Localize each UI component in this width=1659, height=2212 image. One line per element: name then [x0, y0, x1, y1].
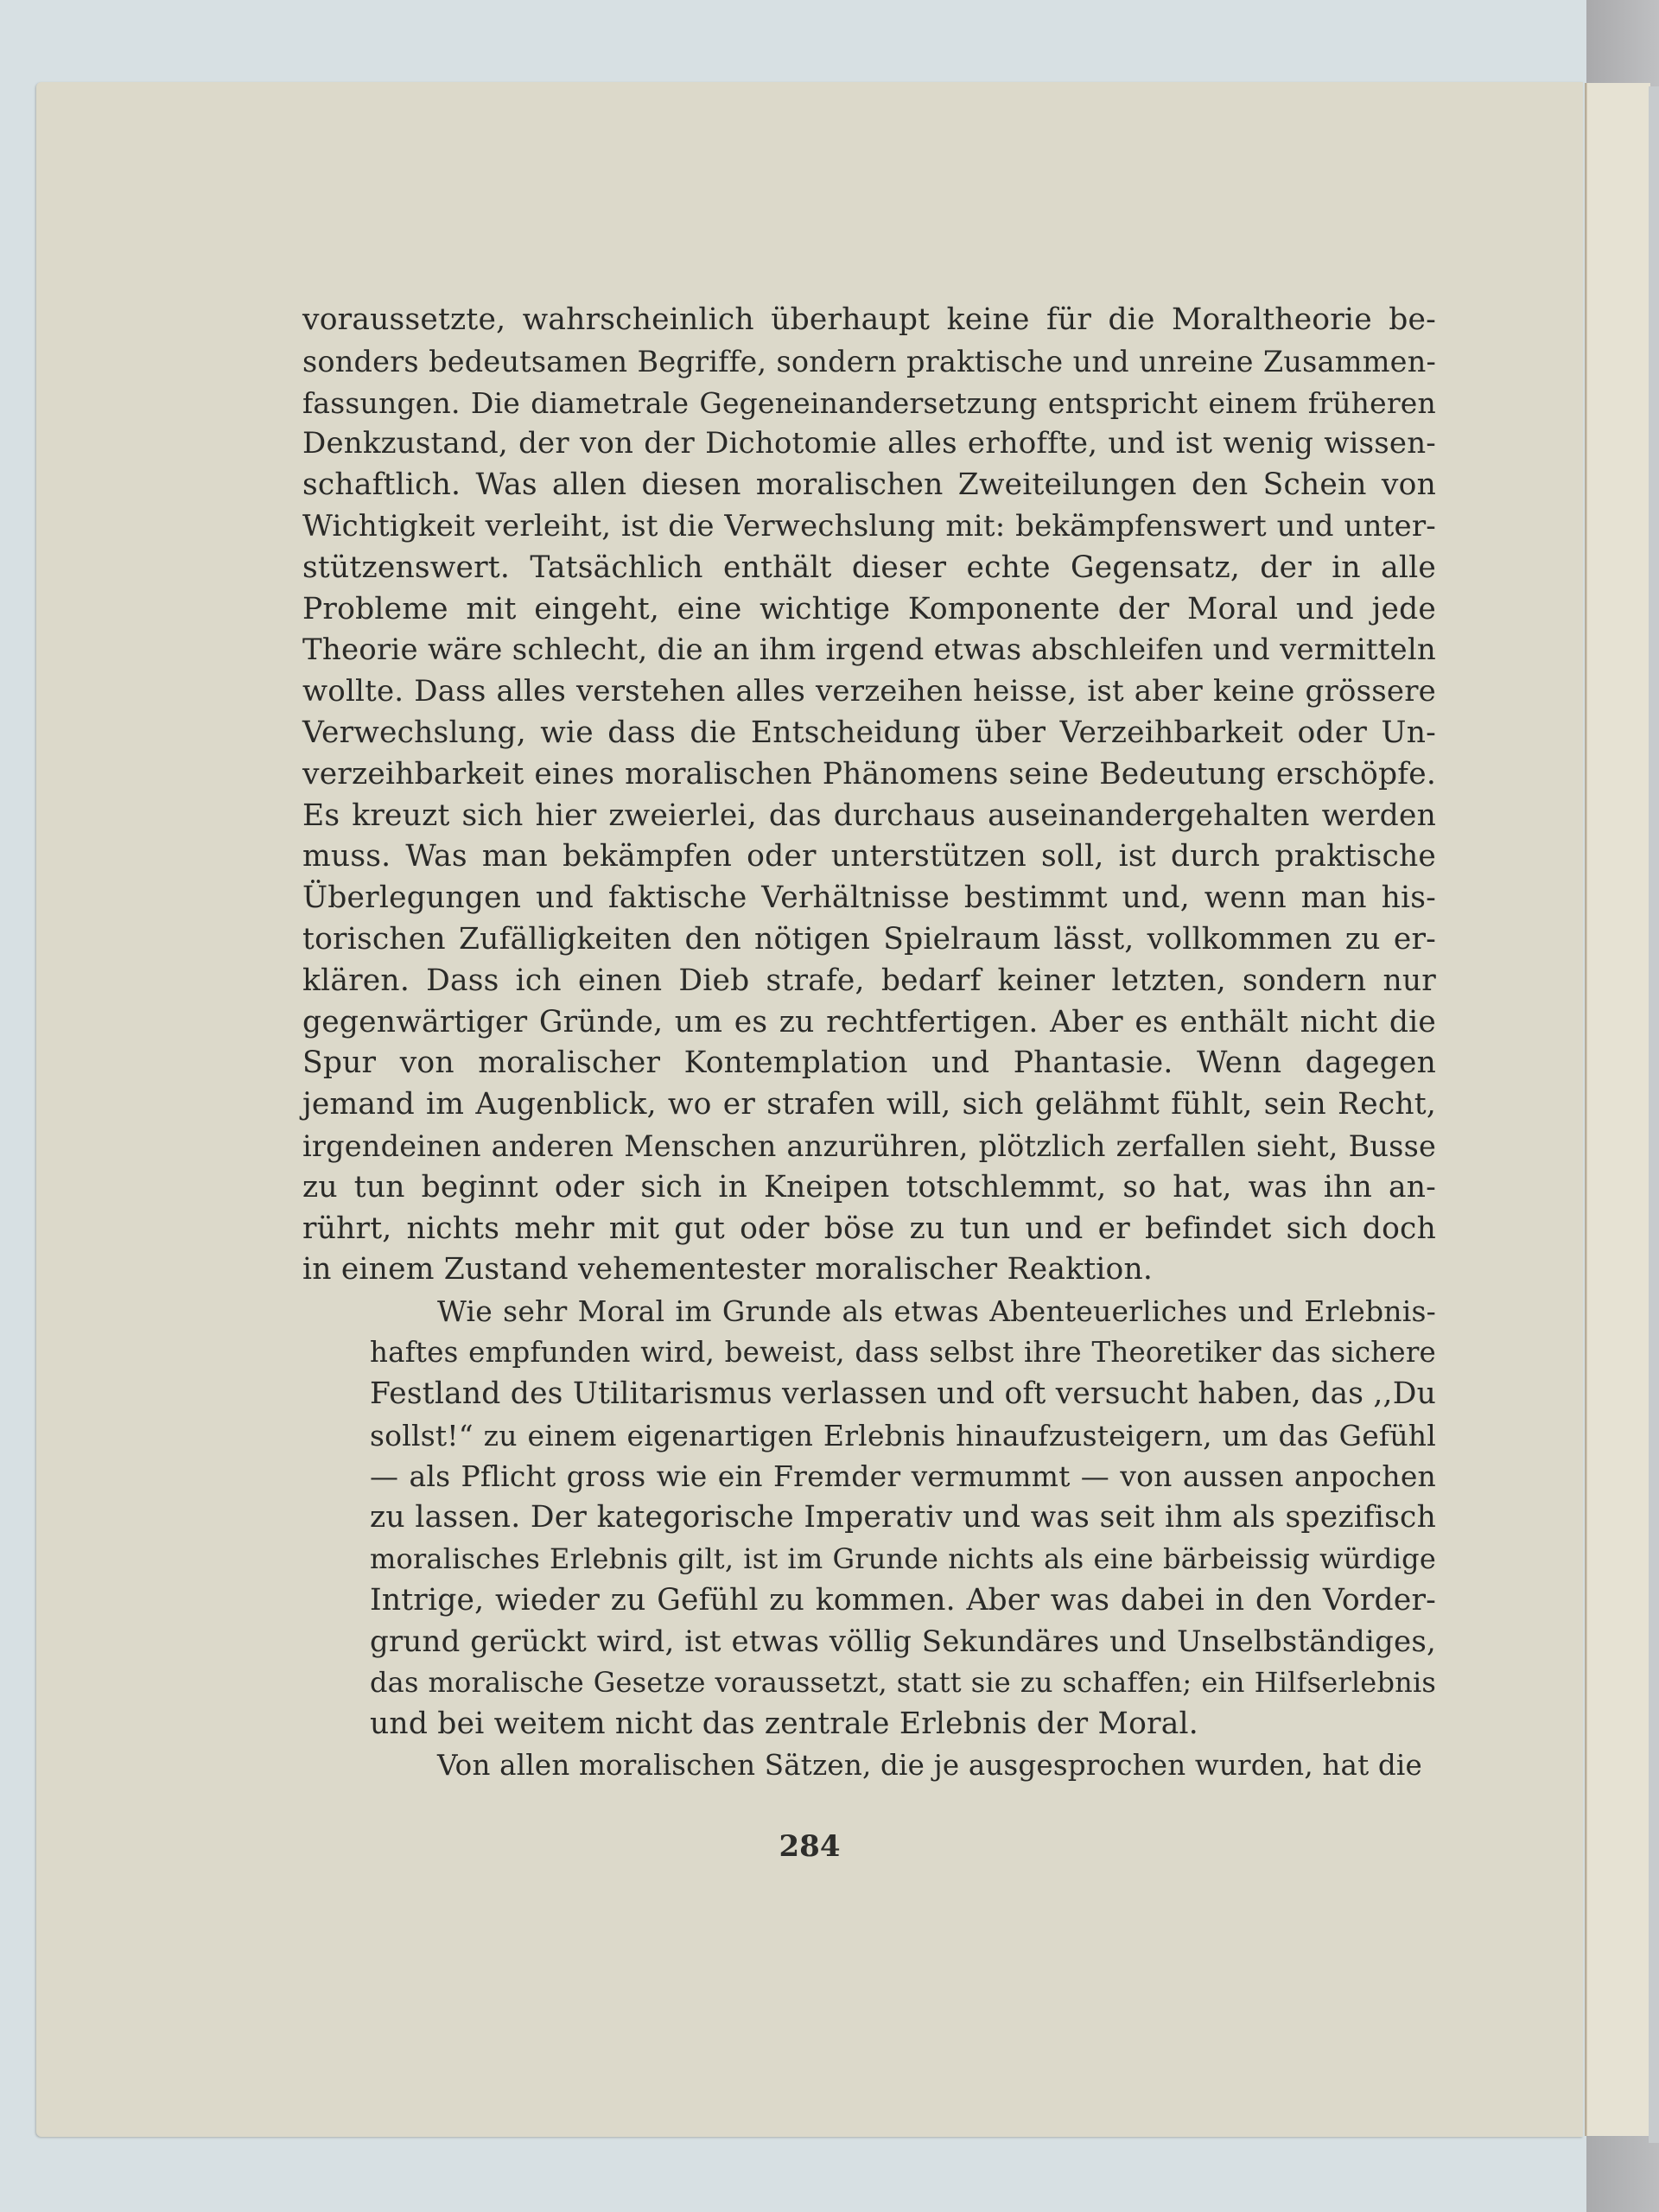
text-line: wollte. Dass alles verstehen alles verzeihen heisse, ist aber keine grössere	[302, 674, 1436, 709]
paragraph	[302, 1745, 1436, 1787]
text-line: — als Pflicht gross wie ein Fremder vermummt — von aussen anpochen	[370, 1459, 1436, 1494]
text-line: das moralische Gesetze voraussetzt, statt sie zu schaffen; ein Hilfserlebnis	[370, 1666, 1436, 1700]
text-line: Überlegungen und faktische Verhältnisse bestimmt und, wenn man his-	[302, 880, 1436, 916]
book-page	[36, 82, 1583, 2137]
text-line: muss. Was man bekämpfen oder unterstützen soll, ist durch praktische	[302, 839, 1436, 874]
body-text	[302, 300, 1436, 1787]
text-line: Verwechslung, wie dass die Entscheidung über Verzeihbarkeit oder Un-	[302, 715, 1436, 750]
text-line: klären. Dass ich einen Dieb strafe, bedarf keiner letzten, sondern nur	[302, 963, 1436, 998]
text-line: zu lassen. Der kategorische Imperativ und was seit ihm als spezifisch	[370, 1500, 1436, 1535]
text-line: Wie sehr Moral im Grunde als etwas Abenteuerliches und Erlebnis-	[437, 1294, 1436, 1329]
text-line: verzeihbarkeit eines moralischen Phänomens seine Bedeutung erschöpfe.	[302, 756, 1436, 791]
text-line: irgendeinen anderen Menschen anzurühren, plötzlich zerfallen sieht, Busse	[302, 1128, 1436, 1163]
text-line: in einem Zustand vehementester moralischer Reaktion.	[302, 1252, 1154, 1287]
text-line: sonders bedeutsamen Begriffe, sondern praktische und unreine Zusammen-	[302, 344, 1436, 378]
text-line: Intrige, wieder zu Gefühl zu kommen. Aber was dabei in den Vorder-	[370, 1582, 1436, 1618]
paragraph	[302, 300, 1436, 1291]
text-line: haftes empfunden wird, beweist, dass selbst ihre Theoretiker das sichere	[370, 1335, 1436, 1369]
text-line: Theorie wäre schlecht, die an ihm irgend etwas abschleifen und vermitteln	[302, 632, 1436, 668]
text-line: torischen Zufälligkeiten den nötigen Spielraum lässt, vollkommen zu er-	[302, 921, 1436, 957]
text-line: Es kreuzt sich hier zweierlei, das durchaus auseinandergehalten werden	[302, 798, 1436, 833]
text-line: stützenswert. Tatsächlich enthält dieser echte Gegensatz, der in alle	[302, 550, 1436, 585]
text-line: gegenwärtiger Gründe, um es zu rechtfertigen. Aber es enthält nicht die	[302, 1004, 1436, 1039]
text-line: Festland des Utilitarismus verlassen und oft versucht haben, das ,,Du	[370, 1376, 1436, 1411]
text-line: zu tun beginnt oder sich in Kneipen totschlemmt, so hat, was ihn an-	[302, 1169, 1436, 1205]
text-line: und bei weitem nicht das zentrale Erlebnis der Moral.	[370, 1707, 1198, 1742]
paragraph	[302, 1291, 1436, 1745]
text-line: jemand im Augenblick, wo er strafen will, sich gelähmt fühlt, sein Recht,	[302, 1087, 1436, 1122]
page-number: 284	[779, 1829, 841, 1864]
text-line: fassungen. Die diametrale Gegeneinandersetzung entspricht einem früheren	[302, 385, 1436, 420]
background-right-strip	[1649, 86, 1659, 2143]
text-line: voraussetzte, wahrscheinlich überhaupt keine für die Moraltheorie be-	[302, 302, 1436, 337]
background-right-bottom	[1586, 2134, 1659, 2212]
text-line: Spur von moralischer Kontemplation und Phantasie. Wenn dagegen	[302, 1046, 1436, 1081]
text-line: sollst!“ zu einem eigenartigen Erlebnis hinaufzusteigern, um das Gefühl	[370, 1418, 1436, 1452]
text-line: moralisches Erlebnis gilt, ist im Grunde nichts als eine bärbeissig würdige	[370, 1541, 1436, 1575]
text-line: Wichtigkeit verleiht, ist die Verwechslung mit: bekämpfenswert und unter-	[302, 508, 1436, 543]
background-right-top	[1586, 0, 1659, 86]
text-line: Probleme mit eingeht, eine wichtige Komponente der Moral und jede	[302, 591, 1436, 626]
text-line: Von allen moralischen Sätzen, die je ausgesprochen wurden, hat die	[437, 1748, 1422, 1782]
text-line: rührt, nichts mehr mit gut oder böse zu tun und er befindet sich doch	[302, 1211, 1436, 1246]
text-line: schaftlich. Was allen diesen moralischen Zweiteilungen den Schein von	[302, 467, 1436, 503]
text-line: Denkzustand, der von der Dichotomie alles erhoffte, und ist wenig wissen-	[302, 426, 1436, 461]
adjacent-page-edge	[1585, 83, 1650, 2136]
text-line: grund gerückt wird, ist etwas völlig Sekundäres und Unselbständiges,	[370, 1624, 1436, 1659]
